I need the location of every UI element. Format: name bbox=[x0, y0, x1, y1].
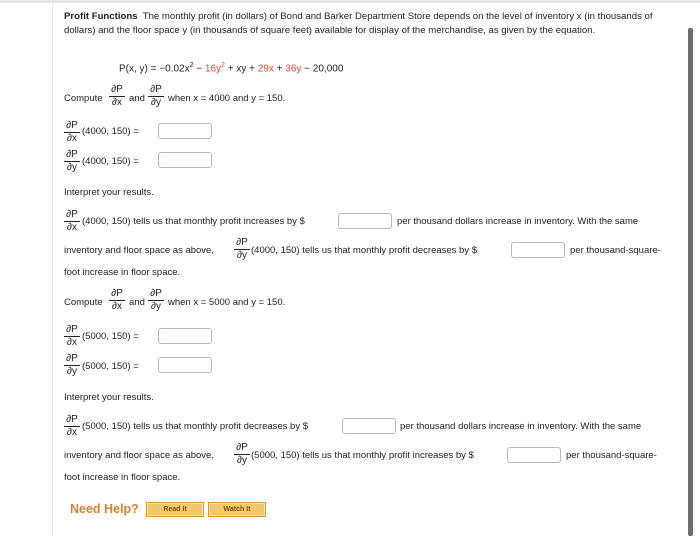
partial-y-fraction: ∂P ∂y bbox=[234, 238, 250, 261]
equation-term-1-exponent: 2 bbox=[189, 62, 194, 69]
problem-intro: The monthly profit (in dollars) of Bond and Barker Department Store depends on the level of inventory x (in thousands of dollars) and the floor space y (in thousands of square feet) available for display of the merchandise, as given by the equation. bbox=[64, 11, 653, 36]
equation-term-2: 16y bbox=[204, 63, 222, 75]
px-answer-field-2[interactable] bbox=[158, 328, 212, 344]
interpret-label-1: Interpret your results. bbox=[64, 187, 154, 198]
px-args-2: (5000, 150) = bbox=[82, 331, 139, 342]
interp-line2-1: inventory and floor space as above, bbox=[64, 245, 214, 256]
problem-statement bbox=[64, 10, 676, 38]
px-answer-field-1[interactable] bbox=[158, 123, 212, 139]
interp-px-field-2[interactable] bbox=[342, 418, 396, 434]
py-answer-field-1[interactable] bbox=[158, 152, 212, 168]
partial-y-fraction: ∂P ∂y bbox=[148, 85, 164, 108]
and-label-1: and bbox=[129, 93, 145, 104]
interp-px-after-2: per thousand dollars increase in inventory. With the same bbox=[400, 421, 642, 432]
py-args-1: (4000, 150) = bbox=[82, 156, 139, 167]
interp-line3-2: foot increase in floor space. bbox=[64, 472, 181, 483]
profit-equation bbox=[119, 62, 343, 74]
equation-operator-1: − bbox=[193, 63, 205, 75]
py-answer-field-2[interactable] bbox=[158, 357, 212, 373]
equation-constant: − 20,000 bbox=[301, 63, 344, 75]
compute-label-2: Compute bbox=[64, 297, 103, 308]
interp-px-after-1: per thousand dollars increase in inventory. With the same bbox=[397, 216, 639, 227]
partial-x-fraction: ∂P ∂x bbox=[64, 210, 80, 233]
equation-operator-2: + xy + bbox=[224, 63, 258, 75]
equation-term-1: −0.02x bbox=[159, 63, 190, 75]
py-args-2: (5000, 150) = bbox=[82, 361, 139, 372]
need-help-label: Need Help? bbox=[70, 502, 139, 516]
left-divider bbox=[52, 3, 53, 536]
and-label-2: and bbox=[129, 297, 145, 308]
when-label-1: when x = 4000 and y = 150. bbox=[168, 93, 286, 104]
interp-line2-2: inventory and floor space as above, bbox=[64, 450, 214, 461]
interp-py-after-1: per thousand-square- bbox=[570, 245, 661, 256]
equation-lhs: P(x, y) = bbox=[119, 63, 160, 75]
equation-term-3: 29x bbox=[257, 63, 274, 75]
read-it-button[interactable]: Read It bbox=[146, 502, 204, 517]
interp-line3-1: foot increase in floor space. bbox=[64, 267, 181, 278]
partial-x-fraction: ∂P ∂x bbox=[64, 121, 80, 144]
interpret-label-2: Interpret your results. bbox=[64, 392, 154, 403]
watch-it-button[interactable]: Watch It bbox=[208, 502, 266, 517]
partial-y-fraction: ∂P ∂y bbox=[234, 443, 250, 466]
interp-px-field-1[interactable] bbox=[338, 213, 392, 229]
partial-x-fraction: ∂P ∂x bbox=[109, 85, 125, 108]
px-args-1: (4000, 150) = bbox=[82, 126, 139, 137]
partial-x-fraction: ∂P ∂x bbox=[109, 289, 125, 312]
interp-px-text-2: (5000, 150) tells us that monthly profit decreases by $ bbox=[82, 421, 309, 432]
compute-label-1: Compute bbox=[64, 93, 103, 104]
top-border bbox=[0, 0, 700, 3]
when-label-2: when x = 5000 and y = 150. bbox=[168, 297, 286, 308]
interp-px-text-1: (4000, 150) tells us that monthly profit increases by $ bbox=[82, 216, 305, 227]
equation-term-2-exponent: 2 bbox=[221, 62, 225, 69]
equation-term-4: 36y bbox=[285, 63, 302, 75]
equation-operator-3: + bbox=[273, 63, 286, 75]
interp-py-after-2: per thousand-square- bbox=[566, 450, 657, 461]
interp-py-field-1[interactable] bbox=[511, 242, 565, 258]
partial-y-fraction: ∂P ∂y bbox=[64, 354, 80, 377]
partial-y-fraction: ∂P ∂y bbox=[148, 289, 164, 312]
scrollbar[interactable] bbox=[688, 28, 693, 536]
interp-py-text-1: (4000, 150) tells us that monthly profit decreases by $ bbox=[251, 245, 478, 256]
partial-x-fraction: ∂P ∂x bbox=[64, 415, 80, 438]
interp-py-field-2[interactable] bbox=[507, 447, 561, 463]
partial-y-fraction: ∂P ∂y bbox=[64, 150, 80, 173]
problem-title: Profit Functions bbox=[64, 11, 138, 22]
interp-py-text-2: (5000, 150) tells us that monthly profit increases by $ bbox=[251, 450, 474, 461]
partial-x-fraction: ∂P ∂x bbox=[64, 325, 80, 348]
